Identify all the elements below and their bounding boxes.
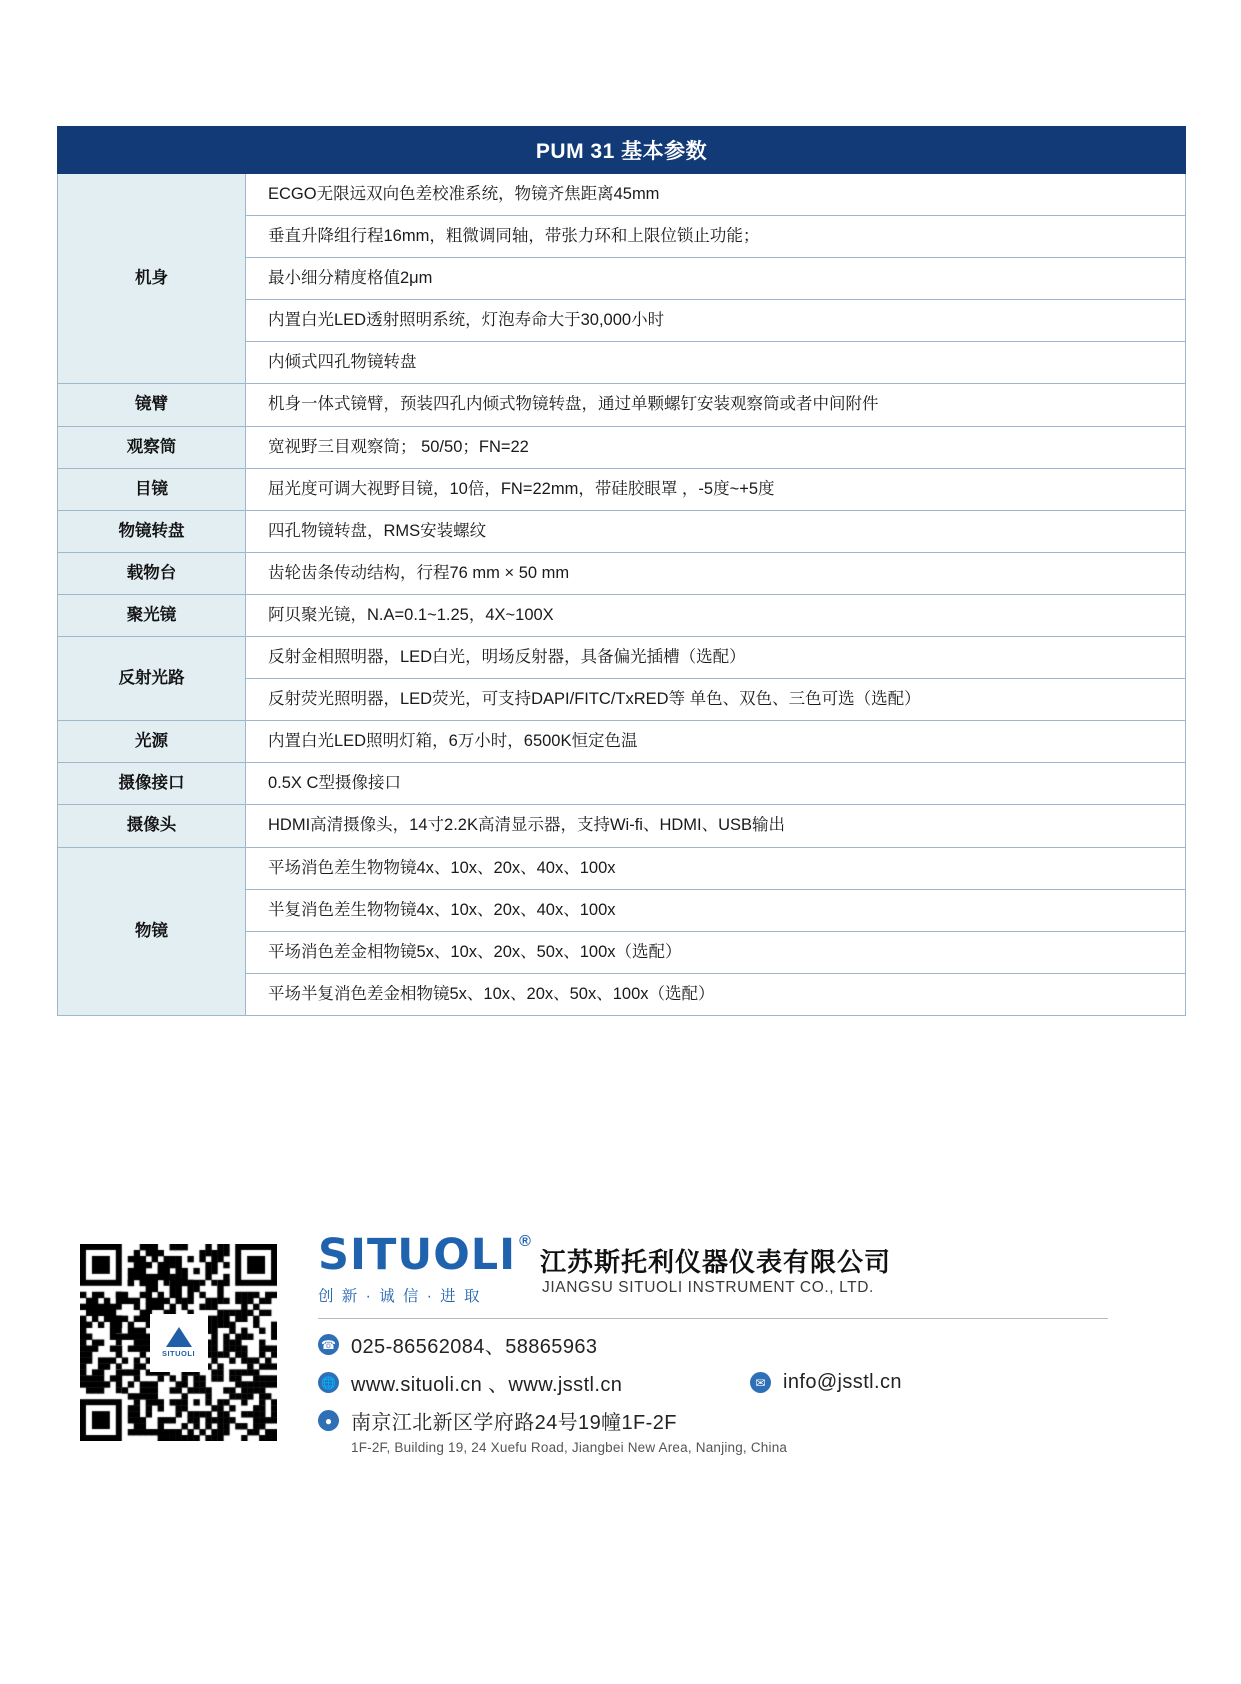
row-value: 四孔物镜转盘，RMS安装螺纹: [246, 510, 1186, 552]
row-value: 垂直升降组行程16mm，粗微调同轴，带张力环和上限位锁止功能；: [246, 216, 1186, 258]
page-title: PUM 31 基本参数: [58, 127, 1186, 174]
table-row: [58, 552, 1186, 594]
row-value: 0.5X C型摄像接口: [246, 763, 1186, 805]
row-label: 载物台: [58, 552, 246, 594]
footer-divider: [318, 1318, 1108, 1319]
triangle-logo-icon: [166, 1327, 192, 1347]
spec-table-container: [57, 126, 1185, 1016]
contact-row-phone: [318, 1330, 1138, 1359]
qr-code: [80, 1244, 277, 1441]
table-row: [58, 384, 1186, 426]
contact-row-address: [318, 1406, 1138, 1435]
row-value: 平场消色差金相物镜5x、10x、20x、50x、100x（选配）: [246, 931, 1186, 973]
row-value: 内置白光LED照明灯箱，6万小时，6500K恒定色温: [246, 721, 1186, 763]
row-value: 宽视野三目观察筒； 50/50；FN=22: [246, 426, 1186, 468]
row-value: 反射金相照明器，LED白光，明场反射器，具备偏光插槽（选配）: [246, 637, 1186, 679]
email-group: [750, 1371, 902, 1394]
globe-icon: 🌐: [318, 1372, 339, 1393]
company-name-en: JIANGSU SITUOLI INSTRUMENT CO., LTD.: [542, 1279, 874, 1296]
spec-table: [57, 126, 1186, 1016]
brand-block: [318, 1230, 892, 1306]
row-value: HDMI高清摄像头，14寸2.2K高清显示器，支持Wi-fi、HDMI、USB输出: [246, 805, 1186, 847]
table-row: [58, 847, 1186, 889]
table-row: [58, 721, 1186, 763]
company-name-cn: 江苏斯托利仪器仪表有限公司: [540, 1247, 892, 1277]
row-value: 平场半复消色差金相物镜5x、10x、20x、50x、100x（选配）: [246, 973, 1186, 1015]
row-value: 齿轮齿条传动结构，行程76 mm × 50 mm: [246, 552, 1186, 594]
table-row: [58, 594, 1186, 636]
row-label: 目镜: [58, 468, 246, 510]
table-title-row: [58, 127, 1186, 174]
row-value: 反射荧光照明器，LED荧光，可支持DAPI/FITC/TxRED等 单色、双色、三色可选（选配）: [246, 679, 1186, 721]
row-label: 镜臂: [58, 384, 246, 426]
table-row: [58, 426, 1186, 468]
table-row: [58, 763, 1186, 805]
row-label: 摄像接口: [58, 763, 246, 805]
row-value: 机身一体式镜臂，预装四孔内倾式物镜转盘，通过单颗螺钉安装观察筒或者中间附件: [246, 384, 1186, 426]
table-row: [58, 510, 1186, 552]
location-pin-icon: ●: [318, 1410, 339, 1431]
address-cn: 南京江北新区学府路24号19幢1F-2F: [351, 1412, 677, 1434]
brand-logo: [318, 1230, 531, 1280]
website-text[interactable]: www.situoli.cn 、www.jsstl.cn: [351, 1374, 623, 1396]
footer: [0, 1232, 1241, 1492]
qr-logo-caption: SITUOLI: [161, 1349, 196, 1358]
row-value: 阿贝聚光镜，N.A=0.1~1.25，4X~100X: [246, 594, 1186, 636]
email-text[interactable]: info@jsstl.cn: [783, 1371, 902, 1393]
row-value: 内倾式四孔物镜转盘: [246, 342, 1186, 384]
spec-table-body: [58, 174, 1186, 1016]
row-value: ECGO无限远双向色差校准系统，物镜齐焦距离45mm: [246, 174, 1186, 216]
address-en: 1F-2F, Building 19, 24 Xuefu Road, Jiangbei New Area, Nanjing, China: [351, 1440, 788, 1455]
contact-block: [318, 1330, 1138, 1455]
row-value: 最小细分精度格值2μm: [246, 258, 1186, 300]
table-row: [58, 174, 1186, 216]
row-label: 光源: [58, 721, 246, 763]
phone-icon: ☎: [318, 1334, 339, 1355]
table-row: [58, 468, 1186, 510]
table-row: [58, 637, 1186, 679]
phone-number: 025-86562084、58865963: [351, 1336, 598, 1358]
qr-logo-overlay: [150, 1314, 208, 1372]
row-label: 聚光镜: [58, 594, 246, 636]
envelope-icon: ✉: [750, 1372, 771, 1393]
row-label: 物镜转盘: [58, 510, 246, 552]
row-label: 反射光路: [58, 637, 246, 721]
row-value: 半复消色差生物物镜4x、10x、20x、40x、100x: [246, 889, 1186, 931]
row-label: 摄像头: [58, 805, 246, 847]
contact-row-web-email: [318, 1368, 1138, 1397]
row-label: 物镜: [58, 847, 246, 1015]
row-label: 机身: [58, 174, 246, 384]
registered-trademark-icon: ®: [519, 1233, 531, 1250]
brand-logo-text: SITUOLI: [318, 1230, 517, 1280]
row-label: 观察筒: [58, 426, 246, 468]
row-value: 内置白光LED透射照明系统，灯泡寿命大于30,000小时: [246, 300, 1186, 342]
row-value: 屈光度可调大视野目镜，10倍，FN=22mm，带硅胶眼罩 ，-5度~+5度: [246, 468, 1186, 510]
table-row: [58, 805, 1186, 847]
row-value: 平场消色差生物物镜4x、10x、20x、40x、100x: [246, 847, 1186, 889]
brand-slogan: 创 新 · 诚 信 · 进 取: [318, 1288, 482, 1305]
